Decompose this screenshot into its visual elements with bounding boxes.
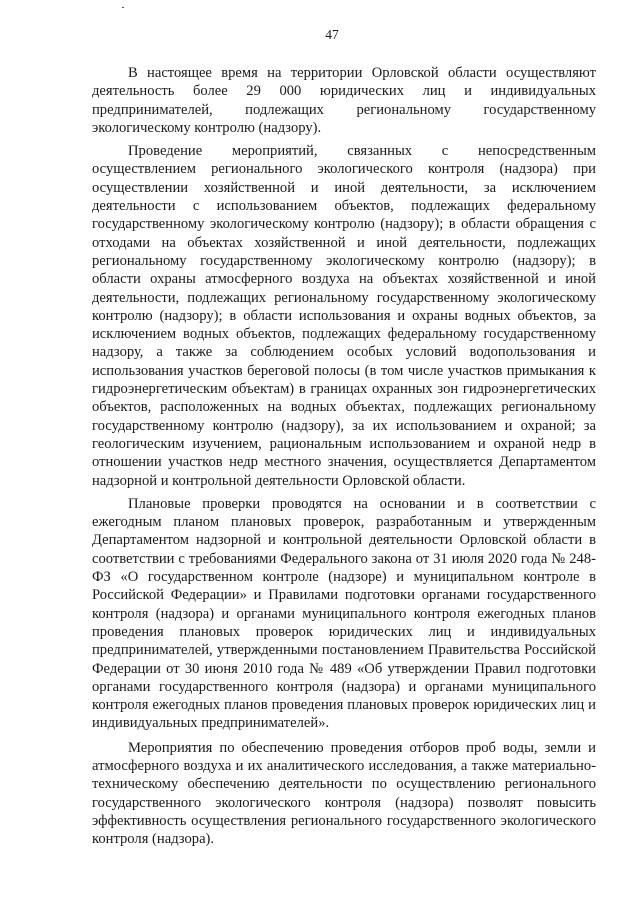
scan-speck [122,7,124,8]
paragraph-planned-inspections: Плановые проверки проводятся на основании и в соответствии с ежегодным планом плановых проверок, разработанным и утвержденным Департаментом надзорной и контрольной деятельности Орловской области в соответствии с требованиями Федерального закона от 31 июля 2020 года № 248-ФЗ «О государственном контроле (надзоре) и муниципальном контроле в Российской Федерации» и Правилами подготовки органами государственного контроля (надзора) и органами муниципального контроля ежегодных планов проведения плановых проверок юридических лиц и индивидуальных предпринимателей, утвержденными постановлением Правительства Российской Федерации от 30 июня 2010 года № 489 «Об утверждении Правил подготовки органами государственного контроля (надзора) и органами муниципального контроля ежегодных планов проведения плановых проверок юридических лиц и индивидуальных предпринимателей». [92,495,596,732]
paragraph-sampling-measures: Мероприятия по обеспечению проведения отборов проб воды, земли и атмосферного воздуха и их аналитического исследования, а также материально-техническому обеспечению деятельности по осуществлению регионального государственного экологического контроля (надзора) позволят повысить эффективность осуществления регионального государственного экологического контроля (надзора). [92,739,596,848]
paragraph-organizations-count: В настоящее время на территории Орловской области осуществляют деятельность более 29 000 юридических лиц и индивидуальных предпринимателей, подлежащих региональному государственному экологическому контролю (надзору). [92,65,596,136]
page-number: 47 [325,27,339,42]
document-body [92,64,596,848]
paragraph-control-activities: Проведение мероприятий, связанных с непосредственным осуществлением регионального экологического контроля (надзора) при осуществлении хозяйственной и иной деятельности, за исключением деятельности с использованием объектов, подлежащих федеральному государственному экологическому контролю (надзору); в области обращения с отходами на объектах хозяйственной и иной деятельности, подлежащих региональному государственному экологическому контролю (надзору); в области охраны атмосферного воздуха на объектах хозяйственной и иной деятельности, подлежащих региональному государственному экологическому контролю (надзору); в области использования и охраны водных объектов, за исключением водных объектов, подлежащих федеральному государственному надзору, а также за соблюдением особых условий водопользования и использования участков береговой полосы (в том числе участков примыкания к гидроэнергетическим объектам) в границах охранных зон гидроэнергетических объектов, расположенных на водных объектах, подлежащих региональному государственному контролю (надзору), за их использованием и охраной; за геологическим изучением, рациональным использованием и охраной недр в отношении участков недр местного значения, осуществляется Департаментом надзорной и контрольной деятельности Орловской области. [92,143,596,489]
